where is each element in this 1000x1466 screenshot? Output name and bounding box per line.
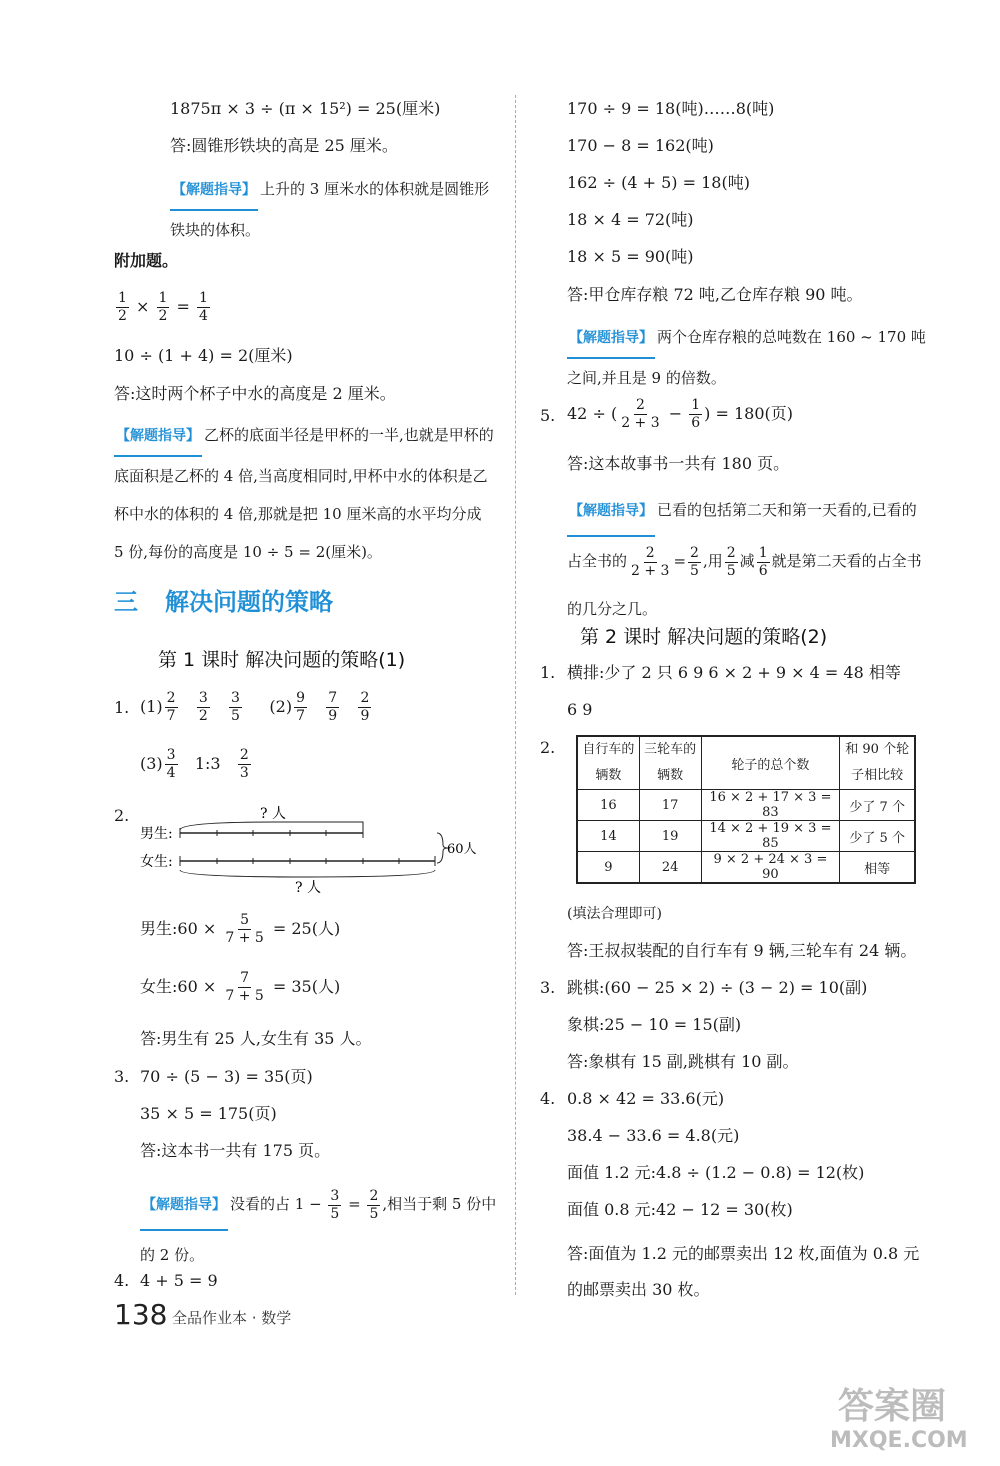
hint-text: 两个仓库存粮的总吨数在 160 ~ 170 吨之间,并且是 9 的倍数。 [567, 328, 926, 387]
section-title: 解决问题的策略 [165, 588, 333, 616]
question-number: 3. [114, 1067, 130, 1086]
subtraction-equation: 170 − 8 = 162(吨) [567, 136, 714, 155]
hint-block [567, 318, 927, 397]
hint-block [114, 416, 494, 571]
p4-equation: 面值 1.2 元:4.8 ÷ (1.2 − 0.8) = 12(枚) [567, 1163, 865, 1182]
answer-line: 答:象棋有 15 副,跳棋有 10 副。 [567, 1052, 799, 1071]
question-number: 2. [114, 806, 130, 825]
table-cell: 9 [577, 852, 639, 884]
division-equation: 162 ÷ (4 + 5) = 18(吨) [567, 173, 750, 192]
watermark-logo: 答案圈 [838, 1386, 947, 1427]
top-brace [180, 822, 363, 830]
answer-line: 答:王叔叔装配的自行车有 9 辆,三轮车有 24 辆。 [567, 941, 917, 960]
diagram-total-label: 60人 [447, 842, 477, 857]
hint-text: 上升的 3 厘米水的体积就是圆锥形铁块的体积。 [170, 180, 490, 239]
table-cell: 14 × 2 + 19 × 3 = 85 [701, 821, 840, 852]
table-header: 三轮车的辆数 [639, 736, 701, 790]
hint-tag: 【解题指导】 [567, 487, 655, 537]
question-number: 1. [114, 698, 130, 717]
table-row [577, 821, 915, 852]
question-number: 5. [540, 406, 556, 425]
table-cell: 24 [639, 852, 701, 884]
boys-equation: 男生:60 × $\frac{5}{7 + 5}$ = 25(人) [140, 912, 341, 946]
division-equation: 170 ÷ 9 = 18(吨)……8(吨) [567, 99, 775, 118]
hint-block: 【解题指导】 已看的包括第二天和第一天看的,已看的占全书的 $\frac{2}{2 + 3}$ = $\frac{2}{5}$ ,用 $\frac{2}{5}$ 减 $\frac{1}{6}$ 就是第二天看的占全书的几分之几。 [567, 486, 927, 633]
p4-equation: 面值 0.8 元:42 − 12 = 30(枚) [567, 1200, 793, 1219]
extra-question-title: 附加题。 [114, 251, 179, 270]
hint-tag: 【解题指导】 [170, 171, 258, 211]
hint-tag: 【解题指导】 [114, 417, 202, 457]
girls-equation: 女生:60 × $\frac{7}{7 + 5}$ = 35(人) [140, 970, 341, 1004]
question-number: 2. [540, 738, 556, 757]
p3-equation: 跳棋:(60 − 25 × 2) ÷ (3 − 2) = 10(副) [567, 978, 868, 997]
hint-block: 【解题指导】 没看的占 1 − $\frac{3}{5}$ = $\frac{2}{5}$ ,相当于剩 5 份中的 2 份。 [140, 1180, 500, 1279]
p3-equation: 象棋:25 − 10 = 15(副) [567, 1015, 742, 1034]
answer-line: 答:圆锥形铁块的高是 25 厘米。 [170, 136, 398, 155]
question-number: 4. [114, 1271, 130, 1290]
table-cell: 14 [577, 821, 639, 852]
table-row [577, 790, 915, 821]
table-cell: 相等 [840, 852, 915, 884]
fraction-equation: $\frac{1}{2}$ × $\frac{1}{2}$ = $\frac{1}{4}$ [118, 290, 208, 324]
answer-line: 答:甲仓库存粮 72 吨,乙仓库存粮 90 吨。 [567, 285, 863, 304]
note-line: (填法合理即可) [567, 906, 662, 922]
table-header: 轮子的总个数 [701, 736, 840, 790]
wheels-table [576, 735, 916, 884]
answer-line: 答:这时两个杯子中水的高度是 2 厘米。 [114, 384, 396, 403]
question-number: 1. [540, 663, 556, 682]
answer-line: 答:这本书一共有 175 页。 [140, 1141, 331, 1160]
p1-line: 横排:少了 2 只 6 9 6 × 2 + 9 × 4 = 48 相等 [567, 663, 901, 682]
diagram-top-label: ? 人 [260, 806, 286, 822]
question-number: 4. [540, 1089, 556, 1108]
watermark-url: MXQE.COM [830, 1428, 968, 1453]
table-cell: 16 × 2 + 17 × 3 = 83 [701, 790, 840, 821]
p4-equation: 0.8 × 42 = 33.6(元) [567, 1089, 725, 1108]
hint-text: 乙杯的底面半径是甲杯的一半,也就是甲杯的底面积是乙杯的 4 倍,当高度相同时,甲杯中水的体积是乙杯中水的体积的 4 倍,那就是把 10 厘米高的水平均分成 5 份,每份的高度是 10 ÷ 5 = 2(厘米)。 [114, 426, 494, 561]
volume-equation: 1875π × 3 ÷ (π × 15²) = 25(厘米) [170, 99, 441, 118]
table-cell: 19 [639, 821, 701, 852]
table-header: 和 90 个轮子相比较 [840, 736, 915, 790]
p4-equation: 38.4 − 33.6 = 4.8(元) [567, 1126, 740, 1145]
diagram-boys-label: 男生: [140, 826, 173, 842]
table-cell: 17 [639, 790, 701, 821]
lesson-title: 第 2 课时 解决问题的策略(2) [580, 626, 828, 648]
height-equation: 10 ÷ (1 + 4) = 2(厘米) [114, 346, 293, 365]
table-cell: 少了 5 个 [840, 821, 915, 852]
diagram-girls-label: 女生: [140, 854, 173, 870]
table-cell: 9 × 2 + 24 × 3 = 90 [701, 852, 840, 884]
table-header: 自行车的辆数 [577, 736, 639, 790]
q3-equation: 35 × 5 = 175(页) [140, 1104, 277, 1123]
hint-tag: 【解题指导】 [567, 319, 655, 359]
table-cell: 少了 7 个 [840, 790, 915, 821]
page-number: 138 [114, 1298, 168, 1331]
table-cell: 16 [577, 790, 639, 821]
book-title: 全品作业本 · 数学 [172, 1309, 292, 1327]
column-divider [515, 95, 516, 1295]
p1-line: 6 9 [567, 700, 593, 719]
hint-tag: 【解题指导】 [140, 1181, 228, 1231]
diagram-bottom-label: ? 人 [295, 880, 321, 895]
answer-line: 答:男生有 25 人,女生有 35 人。 [140, 1029, 372, 1048]
hint-block [170, 170, 495, 249]
lesson-title: 第 1 课时 解决问题的策略(1) [158, 649, 406, 671]
question-number: 3. [540, 978, 556, 997]
table-row [577, 852, 915, 884]
multiplication-equation: 18 × 5 = 90(吨) [567, 247, 694, 266]
answer-line: 答:面值为 1.2 元的邮票卖出 12 枚,面值为 0.8 元的邮票卖出 30 枚。 [567, 1244, 920, 1299]
q3-equation: 70 ÷ (5 − 3) = 35(页) [140, 1067, 313, 1086]
q4-equation: 4 + 5 = 9 [140, 1271, 218, 1290]
multiplication-equation: 18 × 4 = 72(吨) [567, 210, 694, 229]
q1-answers-c: (3) $\frac{3}{4}$ 1:3 $\frac{2}{3}$ [140, 747, 249, 781]
segment-diagram [135, 800, 505, 895]
bottom-brace [180, 870, 435, 877]
section-number: 三 [114, 588, 138, 616]
answer-line: 答:这本故事书一共有 180 页。 [567, 454, 790, 473]
q5-equation: 42 ÷ ( $\frac{2}{2 + 3}$ − $\frac{1}{6}$ ) = 180(页) [567, 397, 793, 431]
q1-answers-a: (1) $\frac{2}{7}$ $\frac{3}{2}$ $\frac{3}{5}$ (2) $\frac{9}{7}$ $\frac{7}{9}$ $\frac{2}{9}$ [140, 690, 370, 724]
